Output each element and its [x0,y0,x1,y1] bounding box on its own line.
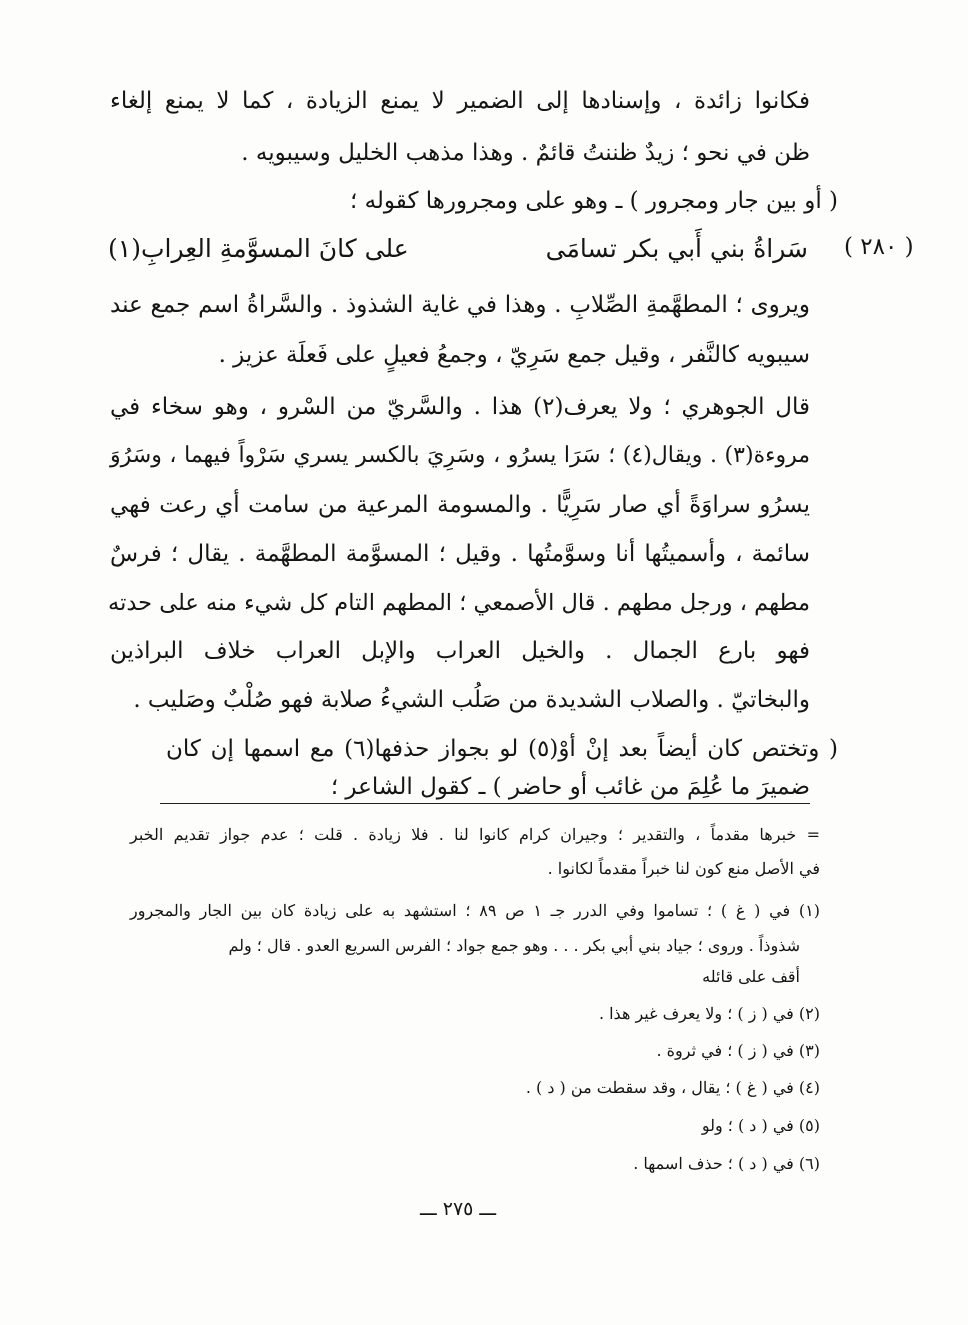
body-line-6: قال الجوهري ؛ ولا يعرف(٢) هذا . والسَّريّ من السْرو ، وهو سخاء في [110,394,810,420]
verse-second-hemistich: على كانَ المسوَّمةِ العِرابِ(١) [108,234,409,263]
verse-first-hemistich: سَراةُ بني أَبي بكر تسامَى [545,234,808,263]
verse-number: ( ٢٨٠ ) [844,234,914,260]
body-line-11: فهو بارع الجمال . والخيل العراب والإبل العراب خلاف البراذين [110,638,810,664]
footnote-1-line-3: أقف على قائله [702,967,800,986]
footnote-1-line-1: (١) في ( غ ) ؛ تساموا وفي الدرر جـ ١ ص ٨٩ ؛ استشهد به على زيادة كان بين الجار والمجرور [130,901,821,920]
body-line-10: مطهم ، ورجل مطهم . قال الأصمعي ؛ المطهم التام كل شيء منه على حدته [108,590,810,616]
body-line-1: فكانوا زائدة ، وإسنادها إلى الضمير لا يمنع الزيادة ، كما لا يمنع إلغاء [110,88,810,114]
footnote-5: (٥) في ( د ) ؛ ولو [701,1116,820,1135]
body-line-9: سائمة ، وأسميتُها أنا وسوَّمتُها . وقيل ؛ المسوَّمة المطهَّمة . يقال ؛ فرسٌ [110,541,810,567]
body-line-14: ضميرَ ما عُلِمَ من غائب أو حاضر ) ـ كقول الشاعر ؛ [330,774,810,800]
footnote-4: (٤) في ( غ ) ؛ يقال ، وقد سقطت من ( د ) . [525,1078,820,1097]
footnote-separator [160,803,810,804]
footnote-continuation-line-2: في الأصل منع كون لنا خبراً مقدماً لكانوا . [547,859,820,878]
footnote-6: (٦) في ( د ) ؛ حذف اسمها . [633,1154,820,1173]
body-line-8: يسرُو سراوَةً أي صار سَرِيًّا . والمسومة المرعية من سامت أي رعت فهي [110,492,810,518]
footnote-1-line-2: شذوذاً . وروى ؛ جياد بني أبي بكر . . . وهو جمع جواد ؛ الفرس السريع العدو . قال ؛ ولم [228,936,800,955]
body-line-2: ظن في نحو ؛ زيدٌ ظننتُ قائمٌ . وهذا مذهب الخليل وسيبويه . [241,140,810,166]
page-number: ـــ ٢٧٥ ـــ [420,1198,497,1220]
body-line-4: ويروى ؛ المطهَّمةِ الصِّلابِ . وهذا في غاية الشذوذ . والسَّراةُ اسم جمع عند [110,292,810,318]
body-line-5: سيبويه كالنَّفر ، وقيل جمع سَرِيّ ، وجمعُ فعيلٍ على فَعلَة عزيز . [218,342,810,368]
footnote-3: (٣) في ( ز ) ؛ في ثروة . [656,1041,820,1060]
footnote-2: (٢) في ( ز ) ؛ ولا يعرف غير هذا . [598,1004,820,1023]
body-line-3: ( أو بين جار ومجرور ) ـ وهو على ومجرورها كقوله ؛ [349,188,838,214]
body-line-7: مروءة(٣) . ويقال(٤) ؛ سَرَا يسرُو ، وسَرِيَ بالكسر يسري سَرْواً فيهما ، وسَرُوَ [110,443,810,468]
footnote-continuation-line-1: = خبرها مقدماً ، والتقدير ؛ وجيران كرام كانوا لنا . فلا زيادة . قلت ؛ عدم جواز تقديم الخبر [130,825,820,844]
body-line-13: ( وتختص كان أيضاً بعد إنْ أوْ(٥) لو بجواز حذفها(٦) مع اسمها إن كان [166,736,838,762]
body-line-12: والبخاتيّ . والصلاب الشديدة من صَلُب الشيءُ صلابة فهو صُلْبٌ وصَليب . [133,687,810,713]
